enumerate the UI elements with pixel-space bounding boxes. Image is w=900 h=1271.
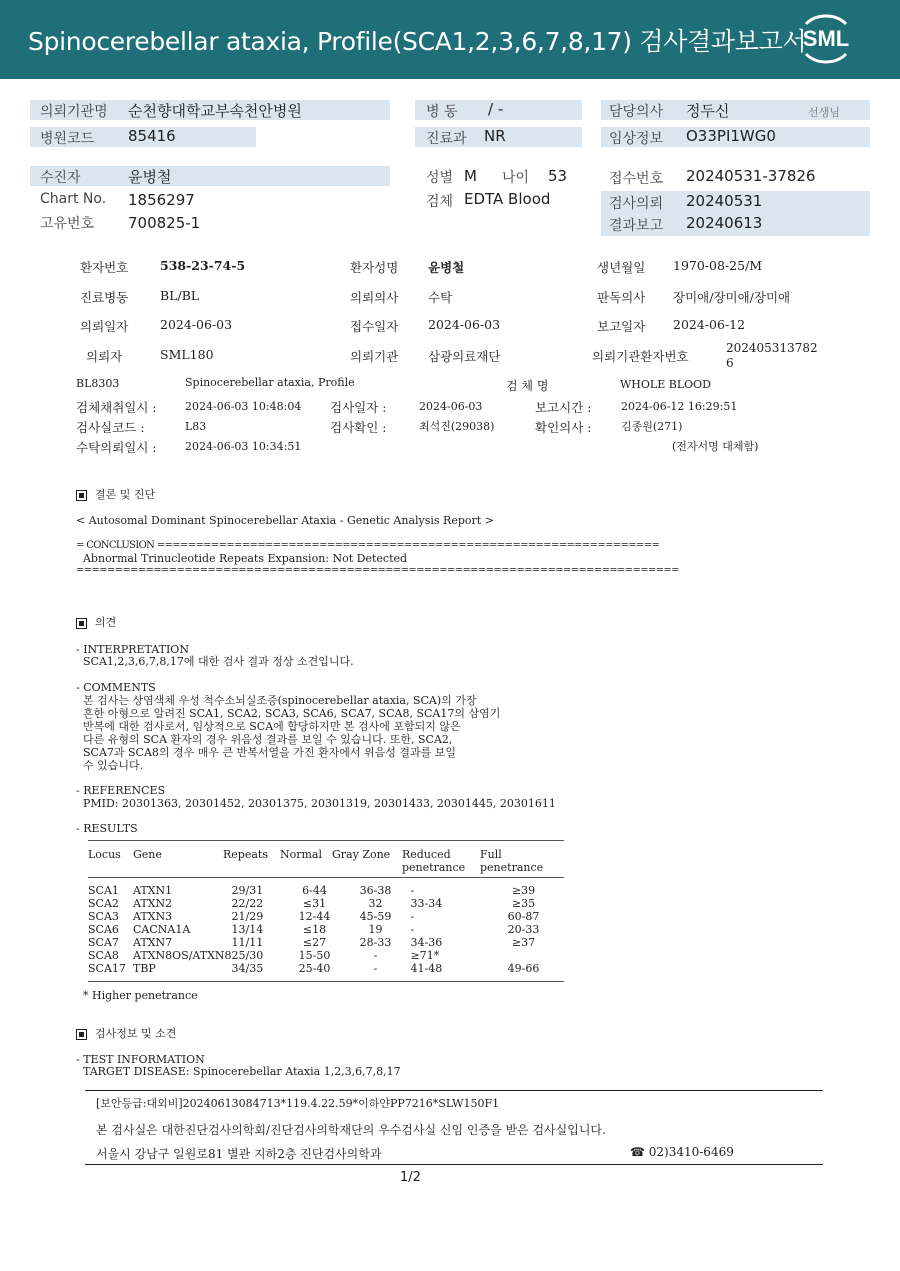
receipt-label: 접수번호	[609, 171, 664, 187]
table-cell: 36-38	[359, 884, 392, 897]
table-cell: 21/29	[231, 910, 264, 923]
table-cell	[489, 949, 559, 962]
reqdoc-label: 의뢰의사	[350, 290, 399, 305]
table-cell: 29/31	[231, 884, 264, 897]
receipt-value: 20240531-37826	[686, 167, 816, 185]
table-cell: 20-33	[507, 923, 540, 936]
page-number: 1/2	[400, 1170, 421, 1185]
sub-ward-label: 진료병동	[80, 290, 129, 305]
table-cell: SCA2	[88, 897, 119, 910]
table-cell: 45-59	[359, 910, 392, 923]
square-bullet-icon	[76, 490, 87, 501]
reader-label: 판독의사	[597, 290, 646, 305]
age-label: 나이	[502, 170, 530, 186]
testinfo-text: TARGET DISEASE: Spinocerebellar Ataxia 1,2,3,6,7,8,17	[76, 1065, 401, 1078]
interpretation-heading: - INTERPRETATION	[76, 643, 189, 656]
clinical-label: 임상정보	[609, 131, 664, 147]
table-cell: -	[410, 884, 415, 897]
test-name: Spinocerebellar ataxia, Profile	[185, 376, 355, 389]
requester-value: SML180	[160, 347, 214, 362]
patient-label: 수진자	[40, 170, 81, 186]
testinfo-heading: - TEST INFORMATION	[76, 1053, 205, 1066]
table-cell: -	[410, 910, 415, 923]
references-heading: - REFERENCES	[76, 784, 166, 797]
chart-value: 1856297	[128, 191, 195, 209]
table-cell: 25-40	[298, 962, 331, 975]
conclusion-rule: = CONCLUSION =================================================================	[76, 540, 660, 551]
dept-value: NR	[484, 127, 506, 145]
repdate-value: 2024-06-12	[673, 317, 746, 332]
testdate-value: 2024-06-03	[419, 400, 483, 413]
results-header-table	[88, 848, 550, 874]
table-cell: SCA7	[88, 936, 119, 949]
test-code: BL8303	[76, 377, 120, 390]
comments-line-6: 수 있습니다.	[76, 759, 144, 772]
table-row	[88, 962, 559, 975]
table-cell: ATXN2	[133, 897, 173, 910]
col-reduced-sub: penetrance	[402, 861, 466, 874]
table-cell: 34/35	[231, 962, 264, 975]
dob-value: 1970-08-25/M	[673, 258, 763, 273]
requester-label: 의뢰자	[86, 349, 123, 364]
clinical-value: O33PI1WG0	[686, 127, 776, 145]
table-cell: SCA6	[88, 923, 119, 936]
table-cell: 33-34	[410, 897, 443, 910]
hospital-code-value: 85416	[128, 127, 176, 145]
collect-label: 검체채취일시 :	[76, 400, 157, 415]
testdate-label: 검사일자 :	[330, 400, 387, 415]
confirm-value: 최석진(29038)	[419, 420, 495, 433]
reqdate-label: 의뢰일자	[80, 319, 129, 334]
table-cell: 12-44	[298, 910, 331, 923]
reqdoc-value: 수탁	[428, 290, 453, 305]
table-cell: SCA8	[88, 949, 119, 962]
specimen-value: EDTA Blood	[464, 190, 551, 208]
instpid-value-1: 202405313782	[726, 341, 818, 355]
reqinst-label: 의뢰기관	[350, 349, 399, 364]
phone-text: ☎ 02)3410-6469	[630, 1145, 734, 1159]
results-footnote: * Higher penetrance	[76, 989, 198, 1002]
results-bottom-rule	[88, 981, 564, 982]
comments-line-4: 다른 유형의 SCA 환자의 경우 위음성 결과를 보일 수 있습니다. 또한, SCA2,	[76, 733, 453, 746]
table-cell: CACNA1A	[133, 923, 191, 936]
hospital-code-label: 병원코드	[40, 131, 95, 147]
ward-value: / -	[488, 100, 504, 118]
unique-value: 700825-1	[128, 214, 201, 232]
recdate-value: 2024-06-03	[428, 317, 501, 332]
table-cell: 13/14	[231, 923, 264, 936]
address-text: 서울시 강남구 일원로81 별관 지하2층 진단검사의학과	[96, 1147, 382, 1161]
table-cell: ≥39	[511, 884, 536, 897]
comments-line-1: 본 검사는 상염색체 우성 척수소뇌실조증(spinocerebellar ataxia, SCA)의 가장	[76, 694, 477, 707]
table-cell: -	[373, 949, 378, 962]
reporttime-label: 보고시간 :	[535, 400, 592, 415]
col-reduced: Reduced	[402, 848, 451, 861]
table-cell: ATXN7	[133, 936, 173, 949]
reader-value: 장미애/장미애/장미애	[673, 290, 791, 305]
comments-line-3: 반복에 대한 검사로서, 임상적으로 SCA에 합당하지만 본 검사에 포함되지 않은	[76, 720, 461, 733]
room-value: L83	[185, 420, 207, 433]
col-locus: Locus	[88, 848, 121, 861]
doctor-label: 담당의사	[609, 104, 664, 120]
pname-label: 환자성명	[350, 260, 399, 275]
table-row	[88, 936, 559, 949]
request-label: 검사의뢰	[609, 196, 664, 212]
table-cell: ≥37	[511, 936, 536, 949]
table-cell: ATXN8OS/ATXN8	[133, 949, 232, 962]
table-cell: SCA17	[88, 962, 126, 975]
footer-top-rule	[85, 1090, 823, 1091]
security-line: [보안등급:대외비]20240613084713*119.4.22.59*이하얀PP7216*SLW150F1	[96, 1097, 500, 1110]
commission-label: 수탁의뢰일시 :	[76, 440, 157, 455]
col-gene: Gene	[133, 848, 162, 861]
confirmdoc-value: 김종원(271)	[621, 420, 683, 433]
table-row	[88, 910, 559, 923]
table-cell: -	[410, 923, 415, 936]
interpretation-text: SCA1,2,3,6,7,8,17에 대한 검사 결과 정상 소견입니다.	[76, 655, 354, 668]
comments-line-5: SCA7과 SCA8의 경우 매우 큰 반복서열을 가진 환자에서 위음성 결과를 보일	[76, 746, 457, 759]
results-table	[88, 884, 559, 975]
table-cell: SCA3	[88, 910, 119, 923]
section-testinfo-heading: 검사정보 및 소견	[76, 1027, 176, 1040]
table-cell: ≥71*	[410, 949, 440, 962]
table-cell: 22/22	[231, 897, 264, 910]
results-top-rule	[88, 840, 564, 841]
unique-label: 고유번호	[40, 216, 95, 232]
table-cell: 11/11	[231, 936, 264, 949]
reqdate-value: 2024-06-03	[160, 317, 233, 332]
collect-value: 2024-06-03 10:48:04	[185, 400, 302, 413]
room-label: 검사실코드 :	[76, 420, 145, 435]
dob-label: 생년월일	[597, 260, 646, 275]
report-title: Spinocerebellar ataxia, Profile(SCA1,2,3,6,7,8,17) 검사결과보고서	[28, 27, 807, 56]
references-text: PMID: 20301363, 20301452, 20301375, 20301319, 20301433, 20301445, 20301611	[76, 797, 556, 810]
institution-label: 의뢰기관명	[40, 104, 108, 120]
table-cell: ≤18	[302, 923, 327, 936]
logo-text: SML	[802, 26, 850, 51]
pid-value: 538-23-74-5	[160, 258, 246, 273]
commission-value: 2024-06-03 10:34:51	[185, 440, 302, 453]
col-normal: Normal	[280, 848, 323, 861]
table-cell: 32	[368, 897, 383, 910]
report-header	[0, 0, 900, 79]
table-cell: ≥35	[511, 897, 536, 910]
conclusion-text: Abnormal Trinucleotide Repeats Expansion: Not Detected	[76, 552, 408, 565]
col-full-sub: penetrance	[480, 861, 544, 874]
certification-text: 본 검사실은 대한진단검사의학회/진단검사의학재단의 우수검사실 신임 인증을 받은 검사실입니다.	[96, 1123, 606, 1137]
test-specimen-value: WHOLE BLOOD	[620, 378, 711, 391]
patient-bar	[30, 166, 390, 186]
sub-ward-value: BL/BL	[160, 288, 200, 303]
chart-label: Chart No.	[40, 191, 107, 207]
specimen-label: 검체	[426, 194, 454, 210]
instpid-value-2: 6	[726, 356, 734, 370]
comments-heading: - COMMENTS	[76, 681, 156, 694]
col-repeats: Repeats	[223, 848, 268, 861]
patient-value: 윤병철	[128, 168, 172, 186]
table-cell: ATXN1	[133, 884, 173, 897]
table-cell: 28-33	[359, 936, 392, 949]
footer-bottom-rule	[85, 1164, 823, 1165]
recdate-label: 접수일자	[350, 319, 399, 334]
table-cell: 25/30	[231, 949, 264, 962]
instpid-label: 의뢰기관환자번호	[592, 349, 689, 364]
comments-line-2: 흔한 아형으로 알려진 SCA1, SCA2, SCA3, SCA6, SCA7, SCA8, SCA17의 삼염기	[76, 707, 501, 720]
test-specimen-label: 검 체 명	[506, 379, 549, 393]
results-mid-rule	[88, 877, 564, 878]
reqinst-value: 삼광의료재단	[428, 349, 501, 364]
ward-label: 병 동	[426, 104, 458, 120]
section-conclusion-heading: 결론 및 진단	[76, 488, 155, 501]
confirmdoc-label: 확인의사 :	[535, 420, 592, 435]
request-value: 20240531	[686, 192, 763, 210]
pid-label: 환자번호	[80, 260, 129, 275]
age-value: 53	[548, 167, 568, 185]
report-date-label: 결과보고	[609, 218, 664, 234]
table-cell: ≤31	[302, 897, 327, 910]
pname-value: 윤병철	[428, 260, 465, 275]
table-cell: 6-44	[302, 884, 327, 897]
table-cell: 41-48	[410, 962, 443, 975]
report-date-value: 20240613	[686, 214, 763, 232]
sml-logo	[796, 12, 856, 66]
col-grayzone: Gray Zone	[332, 848, 391, 861]
table-row	[88, 897, 559, 910]
table-cell: SCA1	[88, 884, 119, 897]
report-subtitle: < Autosomal Dominant Spinocerebellar Ataxia - Genetic Analysis Report >	[76, 514, 494, 527]
results-heading: - RESULTS	[76, 822, 138, 835]
table-cell: ≤27	[302, 936, 327, 949]
table-cell: 34-36	[410, 936, 443, 949]
doctor-suffix: 선생님	[808, 106, 840, 119]
sex-value: M	[464, 167, 477, 185]
confirm-label: 검사확인 :	[330, 420, 387, 435]
table-cell: 49-66	[507, 962, 540, 975]
table-row	[88, 949, 559, 962]
dept-label: 진료과	[426, 131, 467, 147]
doctor-value: 정두신	[686, 102, 730, 120]
table-cell: 19	[368, 923, 383, 936]
table-cell: TBP	[133, 962, 156, 975]
reporttime-value: 2024-06-12 16:29:51	[621, 400, 738, 413]
table-cell: 15-50	[298, 949, 331, 962]
square-bullet-icon	[76, 1029, 87, 1040]
table-cell: ATXN3	[133, 910, 173, 923]
col-full: Full	[480, 848, 502, 861]
sex-label: 성별	[426, 170, 454, 186]
results-header-row	[88, 848, 550, 861]
square-bullet-icon	[76, 618, 87, 629]
section-opinion-heading: 의견	[76, 616, 116, 629]
esign-note: (전자서명 대체함)	[672, 440, 759, 453]
results-header-row-2	[88, 861, 550, 874]
conclusion-end-rule: ==============================================================================	[76, 565, 679, 576]
table-cell: -	[373, 962, 378, 975]
repdate-label: 보고일자	[597, 319, 646, 334]
table-row	[88, 884, 559, 897]
table-row	[88, 923, 559, 936]
institution-value: 순천향대학교부속천안병원	[128, 102, 302, 120]
table-cell: 60-87	[507, 910, 540, 923]
